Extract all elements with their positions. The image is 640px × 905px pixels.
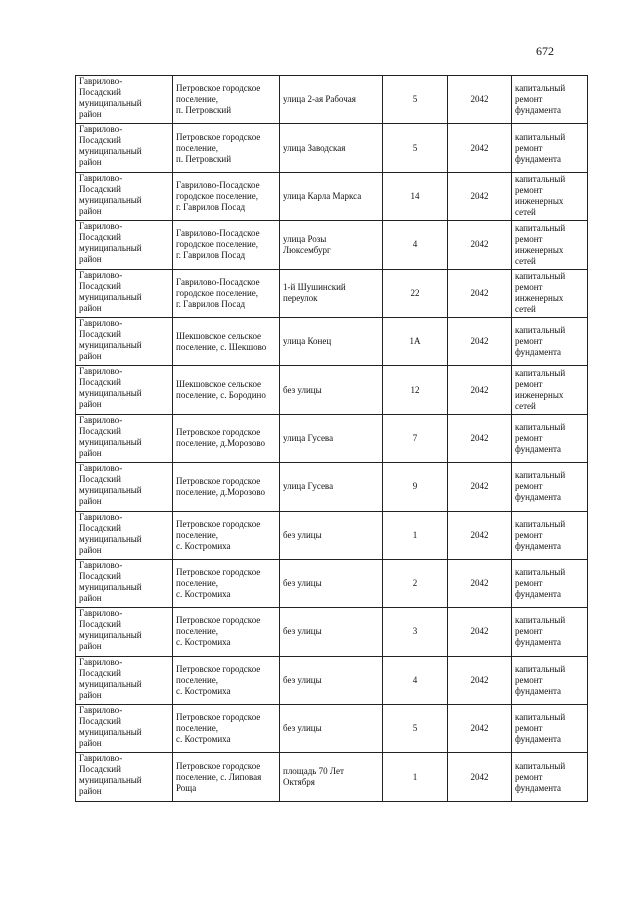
district-cell-line: муниципальный [79,339,142,350]
district-cell-line: район [79,109,102,119]
settlement-cell-line: поселение, [176,723,219,734]
district-cell-line: район [79,738,102,749]
district-cell-line: Посадский [79,135,121,146]
settlement-cell-line: городское поселение, [176,239,259,250]
settlement-cell [173,414,280,462]
settlement-cell-line: с. Костромиха [176,685,231,696]
work-type-cell [512,463,588,511]
work-type-cell-line: капитальный [515,368,566,379]
district-cell-line: Гаврилово- [79,608,123,619]
work-type-cell-line: фундамента [515,492,562,503]
house-number-cell: 3 [383,608,448,656]
street-cell-line: без улицы [283,529,322,540]
street-cell-line: без улицы [283,626,322,637]
settlement-cell-line: Петровское городское [176,760,261,771]
work-type-cell-line: ремонт [515,233,543,244]
year-cell: 2042 [448,366,512,414]
district-cell-line: муниципальный [79,388,142,399]
district-cell-line: муниципальный [79,436,142,447]
work-type-cell-line: ремонт [515,336,543,347]
table-row [76,559,588,607]
district-cell-line: район [79,447,102,458]
street-cell [280,76,383,124]
district-cell-line: Гаврилово- [79,172,123,183]
street-cell-line: без улицы [283,578,322,589]
district-cell-line: муниципальный [79,485,142,496]
work-type-cell-line: ремонт [515,771,543,782]
year-cell: 2042 [448,559,512,607]
work-type-cell-line: фундамента [515,153,562,164]
settlement-cell-line: г. Гаврилов Посад [176,298,246,309]
settlement-cell-line: г. Гаврилов Посад [176,250,246,261]
work-type-cell-line: сетей [515,401,536,412]
district-cell-line: Гаврилово- [79,269,123,280]
district-cell [76,753,173,801]
table-row [76,608,588,656]
table-row [76,705,588,753]
table-body [76,76,588,802]
house-number-cell: 2 [383,559,448,607]
district-cell-line: Гаврилово- [79,559,123,570]
work-type-cell-line: капитальный [515,271,566,282]
street-cell-line: улица Карла Маркса [283,190,362,201]
district-cell-line: Посадский [79,522,121,533]
work-type-cell-line: капитальный [515,131,566,142]
district-cell-line: район [79,786,102,797]
work-type-cell [512,317,588,365]
district-cell [76,172,173,220]
work-type-cell-line: капитальный [515,222,566,233]
work-type-cell-line: капитальный [515,760,566,771]
district-cell-line: Гаврилово- [79,753,123,764]
district-cell-line: Гаврилово- [79,124,123,135]
district-cell [76,317,173,365]
settlement-cell [173,172,280,220]
district-cell [76,76,173,124]
year-cell: 2042 [448,124,512,172]
street-cell-line: Октября [283,777,315,788]
work-type-cell [512,608,588,656]
district-cell-line: муниципальный [79,533,142,544]
settlement-cell [173,656,280,704]
district-cell-line: Посадский [79,232,121,243]
work-type-cell [512,705,588,753]
work-type-cell [512,124,588,172]
table-row [76,463,588,511]
street-cell-line: Люксембург [283,244,331,255]
street-cell-line: 1-й Шушинский [283,282,346,293]
work-type-cell-line: фундамента [515,540,562,551]
street-cell [280,705,383,753]
street-cell [280,608,383,656]
work-type-cell-line: инженерных [515,293,564,304]
work-type-cell-line: фундамента [515,734,562,745]
table-row [76,656,588,704]
table-row [76,753,588,801]
settlement-cell-line: с. Костромиха [176,637,231,648]
district-cell-line: район [79,641,102,652]
settlement-cell [173,511,280,559]
street-cell-line: улица Розы [283,233,327,244]
settlement-cell-line: г. Гаврилов Посад [176,201,246,212]
settlement-cell-line: Петровское городское [176,83,261,94]
work-type-cell-line: капитальный [515,470,566,481]
work-type-cell [512,76,588,124]
work-type-cell-line: ремонт [515,142,543,153]
work-type-cell-line: инженерных [515,244,564,255]
settlement-cell-line: Петровское городское [176,427,261,438]
settlement-cell-line: поселение, [176,529,219,540]
settlement-cell [173,76,280,124]
district-cell-line: Посадский [79,570,121,581]
settlement-cell-line: поселение, с. Липовая [176,771,262,782]
street-cell-line: улица Гусева [283,481,334,492]
work-type-cell-line: капитальный [515,615,566,626]
work-type-cell-line: фундамента [515,347,562,358]
district-cell [76,656,173,704]
street-cell [280,366,383,414]
settlement-cell-line: Петровское городское [176,475,261,486]
district-cell-line: Посадский [79,328,121,339]
house-number-cell: 5 [383,705,448,753]
year-cell: 2042 [448,76,512,124]
district-cell-line: район [79,496,102,507]
street-cell [280,317,383,365]
settlement-cell-line: Гаврилово-Посадское [176,179,260,190]
year-cell: 2042 [448,414,512,462]
district-cell-line: Посадский [79,619,121,630]
district-cell-line: район [79,302,102,313]
repair-schedule-table [75,75,588,802]
district-cell-line: Посадский [79,87,121,97]
house-number-cell: 1 [383,753,448,801]
settlement-cell-line: Петровское городское [176,518,261,529]
district-cell-line: Гаврилово- [79,366,123,377]
district-cell-line: Посадский [79,280,121,291]
street-cell-line: улица 2-ая Рабочая [283,94,356,105]
house-number-cell: 4 [383,656,448,704]
street-cell [280,753,383,801]
district-cell-line: Посадский [79,716,121,727]
work-type-cell-line: капитальный [515,518,566,529]
settlement-cell [173,753,280,801]
page-number: 672 [536,44,554,58]
work-type-cell-line: капитальный [515,325,566,336]
work-type-cell-line: ремонт [515,481,543,492]
year-cell: 2042 [448,753,512,801]
district-cell [76,511,173,559]
district-cell-line: Посадский [79,474,121,485]
work-type-cell-line: капитальный [515,174,566,185]
work-type-cell-line: инженерных [515,390,564,401]
table-row [76,221,588,269]
district-cell [76,269,173,317]
settlement-cell-line: городское поселение, [176,190,259,201]
settlement-cell-line: поселение, с. Шекшово [176,341,267,352]
street-cell [280,124,383,172]
house-number-cell: 9 [383,463,448,511]
district-cell [76,705,173,753]
district-cell-line: муниципальный [79,146,142,157]
street-cell-line: без улицы [283,384,322,395]
district-cell-line: район [79,254,102,265]
work-type-cell-line: фундамента [515,443,562,454]
settlement-cell [173,269,280,317]
district-cell [76,124,173,172]
work-type-cell [512,172,588,220]
work-type-cell-line: капитальный [515,83,566,94]
year-cell: 2042 [448,608,512,656]
house-number-cell: 1 [383,511,448,559]
district-cell-line: муниципальный [79,194,142,205]
year-cell: 2042 [448,511,512,559]
work-type-cell-line: капитальный [515,663,566,674]
settlement-cell [173,124,280,172]
district-cell-line: Посадский [79,764,121,775]
district-cell-line: муниципальный [79,243,142,254]
settlement-cell [173,608,280,656]
district-cell-line: Гаврилово- [79,656,123,667]
work-type-cell-line: ремонт [515,674,543,685]
district-cell-line: муниципальный [79,581,142,592]
district-cell-line: Гаврилово- [79,221,123,232]
settlement-cell-line: с. Костромиха [176,589,231,600]
work-type-cell [512,753,588,801]
table-row [76,269,588,317]
settlement-cell [173,366,280,414]
settlement-cell-line: с. Костромиха [176,734,231,745]
district-cell-line: Гаврилово- [79,705,123,716]
house-number-cell: 4 [383,221,448,269]
work-type-cell-line: ремонт [515,578,543,589]
district-cell-line: муниципальный [79,630,142,641]
settlement-cell-line: Петровское городское [176,615,261,626]
settlement-cell [173,463,280,511]
year-cell: 2042 [448,269,512,317]
house-number-cell: 1А [383,317,448,365]
work-type-cell [512,221,588,269]
district-cell-line: муниципальный [79,775,142,786]
settlement-cell-line: поселение, [176,142,219,153]
settlement-cell-line: Шекшовское сельское [176,379,262,390]
house-number-cell: 5 [383,124,448,172]
district-cell-line: Гаврилово- [79,317,123,328]
street-cell [280,559,383,607]
street-cell [280,414,383,462]
year-cell: 2042 [448,705,512,753]
district-cell-line: Гаврилово- [79,414,123,425]
settlement-cell-line: п. Петровский [176,105,232,116]
district-cell-line: Посадский [79,183,121,194]
house-number-cell: 5 [383,76,448,124]
work-type-cell-line: фундамента [515,782,562,793]
work-type-cell-line: инженерных [515,196,564,207]
settlement-cell-line: поселение, д.Морозово [176,438,266,449]
settlement-cell-line: Шекшовское сельское [176,330,262,341]
work-type-cell [512,414,588,462]
district-cell-line: муниципальный [79,291,142,302]
work-type-cell [512,366,588,414]
street-cell [280,656,383,704]
year-cell: 2042 [448,221,512,269]
work-type-cell-line: капитальный [515,712,566,723]
settlement-cell-line: поселение, [176,626,219,637]
street-cell [280,221,383,269]
work-type-cell-line: сетей [515,207,536,218]
district-cell-line: Гаврилово- [79,511,123,522]
settlement-cell-line: поселение, с. Бородино [176,390,266,401]
work-type-cell-line: ремонт [515,379,543,390]
table-row [76,414,588,462]
table-row [76,366,588,414]
settlement-cell [173,221,280,269]
street-cell-line: без улицы [283,674,322,685]
street-cell [280,463,383,511]
settlement-cell-line: Петровское городское [176,131,261,142]
work-type-cell-line: ремонт [515,529,543,540]
work-type-cell-line: фундамента [515,637,562,648]
year-cell: 2042 [448,317,512,365]
work-type-cell [512,656,588,704]
settlement-cell [173,705,280,753]
table-row [76,172,588,220]
year-cell: 2042 [448,172,512,220]
street-cell [280,511,383,559]
settlement-cell-line: Петровское городское [176,712,261,723]
settlement-cell [173,559,280,607]
house-number-cell: 12 [383,366,448,414]
district-cell [76,463,173,511]
street-cell-line: улица Заводская [283,142,346,153]
district-cell-line: район [79,205,102,216]
work-type-cell-line: капитальный [515,421,566,432]
settlement-cell-line: Гаврилово-Посадское [176,276,260,287]
settlement-cell-line: городское поселение, [176,287,259,298]
settlement-cell-line: Гаврилово-Посадское [176,228,260,239]
street-cell-line: площадь 70 Лет [283,766,344,777]
district-cell-line: район [79,350,102,361]
table-row [76,124,588,172]
district-cell-line: муниципальный [79,678,142,689]
district-cell-line: Гаврилово- [79,76,123,86]
work-type-cell-line: ремонт [515,723,543,734]
year-cell: 2042 [448,463,512,511]
settlement-cell-line: Петровское городское [176,567,261,578]
table-row [76,317,588,365]
work-type-cell-line: фундамента [515,685,562,696]
district-cell [76,221,173,269]
settlement-cell-line: Петровское городское [176,663,261,674]
work-type-cell-line: фундамента [515,589,562,600]
district-cell-line: район [79,592,102,603]
district-cell-line: район [79,544,102,555]
work-type-cell [512,511,588,559]
district-cell [76,559,173,607]
work-type-cell-line: фундамента [515,105,562,116]
settlement-cell-line: поселение, [176,674,219,685]
settlement-cell-line: поселение, [176,94,219,105]
work-type-cell-line: ремонт [515,432,543,443]
settlement-cell-line: с. Костромиха [176,540,231,551]
work-type-cell-line: капитальный [515,567,566,578]
work-type-cell-line: ремонт [515,94,543,105]
house-number-cell: 22 [383,269,448,317]
work-type-cell-line: сетей [515,255,536,266]
settlement-cell-line: поселение, д.Морозово [176,486,266,497]
street-cell-line: переулок [283,293,318,304]
district-cell-line: район [79,399,102,410]
work-type-cell-line: ремонт [515,282,543,293]
street-cell [280,269,383,317]
district-cell-line: муниципальный [79,727,142,738]
district-cell-line: муниципальный [79,98,142,108]
street-cell [280,172,383,220]
district-cell-line: Посадский [79,667,121,678]
table-row [76,76,588,124]
district-cell-line: район [79,157,102,168]
settlement-cell [173,317,280,365]
street-cell-line: улица Гусева [283,432,334,443]
house-number-cell: 7 [383,414,448,462]
table-row [76,511,588,559]
district-cell [76,366,173,414]
district-cell-line: Гаврилово- [79,463,123,474]
street-cell-line: улица Конец [283,336,332,347]
district-cell [76,414,173,462]
settlement-cell-line: Роща [176,782,197,793]
year-cell: 2042 [448,656,512,704]
work-type-cell [512,269,588,317]
district-cell-line: Посадский [79,425,121,436]
street-cell-line: без улицы [283,723,322,734]
work-type-cell-line: сетей [515,304,536,315]
district-cell-line: Посадский [79,377,121,388]
house-number-cell: 14 [383,172,448,220]
work-type-cell [512,559,588,607]
work-type-cell-line: ремонт [515,185,543,196]
settlement-cell-line: поселение, [176,578,219,589]
district-cell-line: район [79,689,102,700]
settlement-cell-line: п. Петровский [176,153,232,164]
district-cell [76,608,173,656]
work-type-cell-line: ремонт [515,626,543,637]
